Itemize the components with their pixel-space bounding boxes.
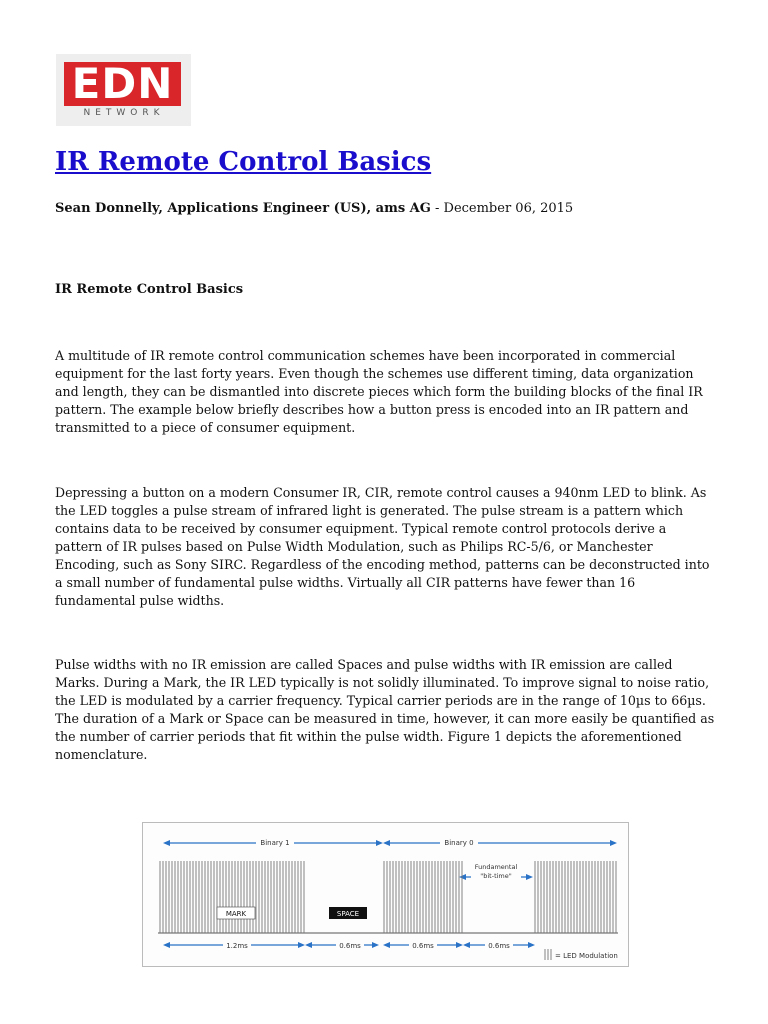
logo-subtext: NETWORK <box>83 108 165 118</box>
arrowhead <box>376 840 383 846</box>
arrowhead <box>305 942 312 948</box>
arrowhead <box>463 942 470 948</box>
arrowhead <box>610 840 617 846</box>
bit-time-label: "bit-time" <box>480 872 512 880</box>
arrowhead <box>456 942 463 948</box>
arrowhead <box>526 874 533 880</box>
paragraph-2: Depressing a button on a modern Consumer IR, CIR, remote control causes a 940nm LED to blink. As the LED toggles a pulse stream of infrared light is generated. The pulse stream is a pattern which contains data to be received by consumer equipment. Typical remote control protocols derive a pattern of IR pulses based on Pulse Width Modulation, such as Philips RC-5/6, or Manchester Encoding, such as Sony SIRC. Regardless of the encoding method, patterns can be deconstructed into a small number of fundamental pulse widths. Virtually all CIR patterns have fewer than 16 fundamental pulse widths. <box>55 485 710 608</box>
fundamental-label: Fundamental <box>474 863 518 871</box>
legend-swatch <box>545 949 551 960</box>
paragraph-3: Pulse widths with no IR emission are called Spaces and pulse widths with IR emission are called Marks. During a Mark, the IR LED typically is not solidly illuminated. To improve signal to noise ratio, the LED is modulated by a carrier frequency. Typical carrier periods are in the range of 10µs to 66µs. The duration of a Mark or Space can be measured in time, however, it can more easily be quantified as the number of carrier periods that fit within the pulse width. Figure 1 depicts the aforementioned nomenclature. <box>55 657 715 762</box>
edn-logo[interactable] <box>56 54 191 126</box>
arrowhead <box>163 942 170 948</box>
legend-label: = LED Modulation <box>555 952 618 960</box>
duration-label-1: 1.2ms <box>226 942 248 950</box>
paragraph-1: A multitude of IR remote control communication schemes have been incorporated in commercial equipment for the last forty years. Even though the schemes use different timing, data organization and length, they can be dismantled into discrete pieces which form the building blocks of the final IR pattern. The example below briefly describes how a button press is encoded into an IR pattern and transmitted to a piece of consumer equipment. <box>55 348 703 435</box>
binary1-label: Binary 1 <box>260 839 290 847</box>
arrowhead <box>163 840 170 846</box>
duration-label-2: 0.6ms <box>339 942 361 950</box>
arrowhead <box>459 874 466 880</box>
binary0-label: Binary 0 <box>444 839 474 847</box>
byline <box>55 200 573 218</box>
article-title-link[interactable]: IR Remote Control Basics <box>55 147 432 177</box>
arrowhead <box>383 840 390 846</box>
arrowhead <box>383 942 390 948</box>
arrowhead <box>528 942 535 948</box>
mark-label: MARK <box>225 910 247 918</box>
arrowhead <box>372 942 379 948</box>
timing-diagram-svg <box>143 823 628 966</box>
figure-ir-timing-diagram <box>142 822 629 967</box>
logo-text: EDN <box>64 62 181 106</box>
duration-label-3: 0.6ms <box>412 942 434 950</box>
space-label: SPACE <box>336 910 360 918</box>
publish-date: - December 06, 2015 <box>430 201 574 216</box>
section-heading: IR Remote Control Basics <box>55 282 244 297</box>
duration-label-4: 0.6ms <box>488 942 510 950</box>
arrowhead <box>298 942 305 948</box>
carrier-bursts <box>160 861 616 933</box>
author: Sean Donnelly, Applications Engineer (US), ams AG <box>55 201 431 216</box>
